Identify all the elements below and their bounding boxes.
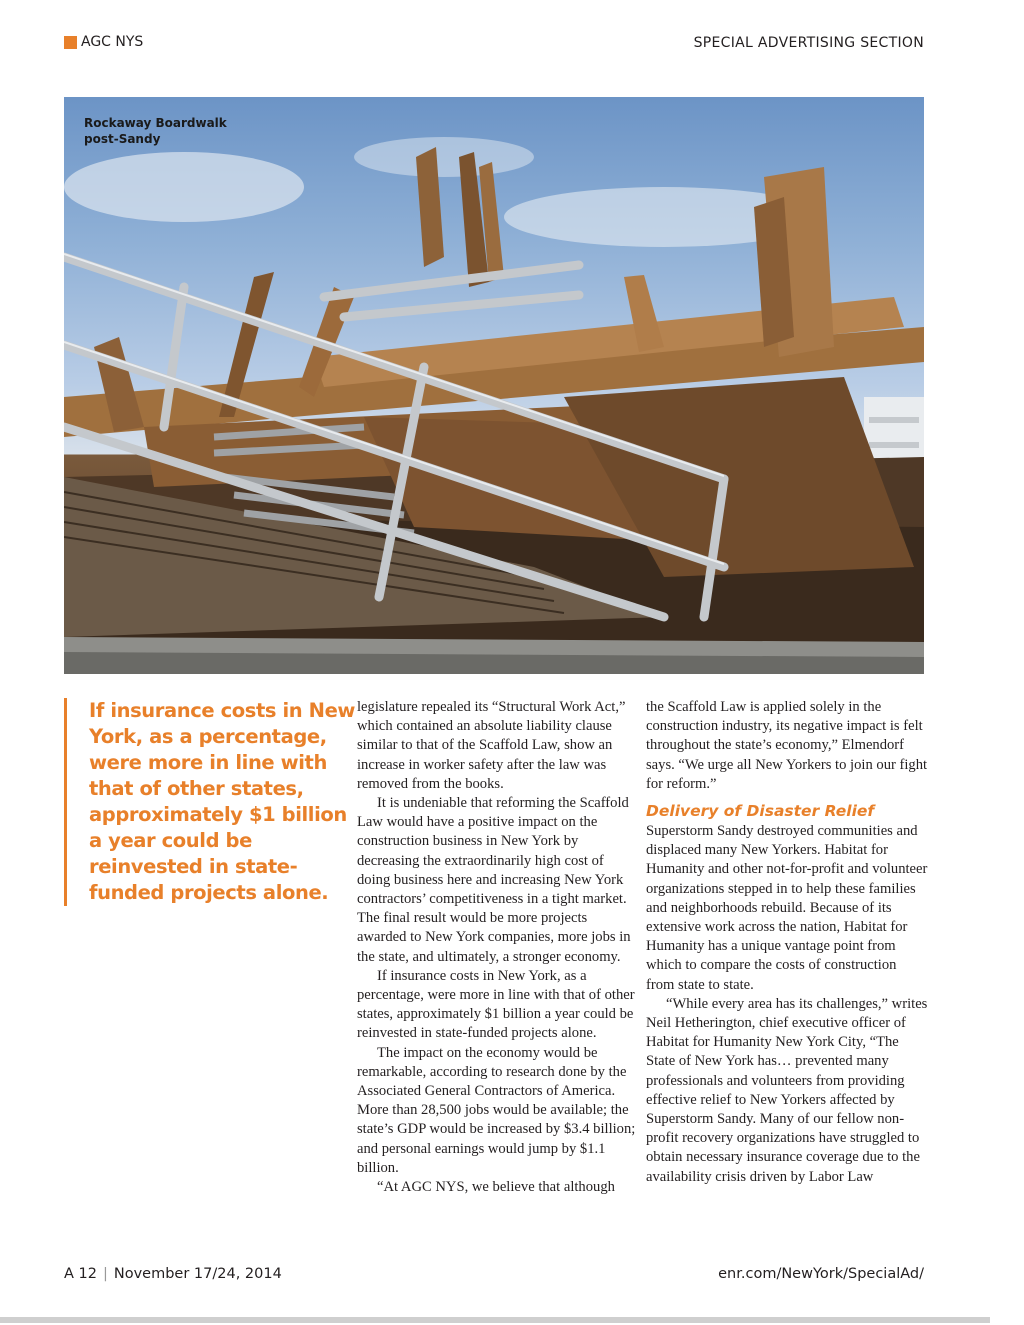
folio-divider: | bbox=[102, 1266, 108, 1282]
boardwalk-photo bbox=[64, 97, 924, 674]
photo-caption-line1: Rockaway Boardwalk bbox=[84, 116, 227, 130]
paragraph: “At AGC NYS, we believe that although bbox=[377, 1179, 615, 1196]
paragraph: legislature repealed its “Structural Work Act,” which contained an absolute liability clause similar to that of the Scaffold Law, show an increase in worker safety after the law was removed from the books. bbox=[357, 699, 626, 792]
bottom-rule bbox=[0, 1317, 990, 1323]
section-subhead: Delivery of Disaster Relief bbox=[646, 802, 875, 821]
brand-square-icon bbox=[64, 36, 77, 49]
footer-folio bbox=[64, 1266, 282, 1282]
article-column-2 bbox=[357, 698, 639, 1197]
paragraph: Superstorm Sandy destroyed communities and displaced many New Yorkers. Habitat for Humanity and other not-for-profit and volunteer organizations stepped in to help these families and neighborhoods rebuild. Because of its extensive work across the nation, Habitat for Humanity has a unique vantage point from which to compare the costs of construction from state to state. bbox=[646, 823, 928, 993]
brand-name: AGC NYS bbox=[81, 34, 144, 50]
pull-quote: If insurance costs in New York, as a percentage, were more in line with that of other states, approximately $1 billion a year could be reinvested in state-funded projects alone. bbox=[64, 698, 359, 906]
paragraph: “While every area has its challenges,” writes Neil Hetherington, chief executive officer of Habitat for Humanity New York City, “The State of New York has… prevented many professionals and volunteers from providing effective relief to New Yorkers affected by Superstorm Sandy. Many of our fellow non-profit recovery organizations have struggled to obtain necessary insurance coverage due to the availability crisis driven by Labor Law bbox=[646, 995, 928, 1185]
photo-caption-line2: post-Sandy bbox=[84, 132, 161, 146]
paragraph: The impact on the economy would be remarkable, according to research done by the Associated General Contractors of America. More than 28,500 jobs would be available; the state’s GDP would be increased by $3.4 billion; and personal earnings would jump by $1.1 billion. bbox=[357, 1044, 636, 1176]
paragraph: If insurance costs in New York, as a percentage, were more in line with that of other states, approximately $1 billion a year could be reinvested in state-funded projects alone. bbox=[357, 967, 635, 1042]
page-number: A 12 bbox=[64, 1266, 97, 1282]
issue-date: November 17/24, 2014 bbox=[113, 1266, 282, 1282]
article-column-3 bbox=[646, 698, 928, 1187]
footer-url: enr.com/NewYork/SpecialAd/ bbox=[718, 1266, 924, 1282]
section-label: SPECIAL ADVERTISING SECTION bbox=[693, 35, 924, 51]
photo-caption bbox=[84, 115, 244, 147]
header-brand bbox=[64, 34, 143, 50]
boardwalk-debris-illustration bbox=[64, 97, 924, 674]
paragraph: It is undeniable that reforming the Scaffold Law would have a positive impact on the construction business in New York by decreasing the extraordinarily high cost of doing business here and increasing New York contractors’ competitiveness in a tight market. The final result would be more projects awarded to New York companies, more jobs in the state, and ultimately, a stronger economy. bbox=[357, 795, 631, 965]
paragraph: the Scaffold Law is applied solely in the construction industry, its negative impact is felt throughout the state’s economy,” Elmendorf says. “We urge all New Yorkers to join our fight for reform.” bbox=[646, 699, 928, 792]
